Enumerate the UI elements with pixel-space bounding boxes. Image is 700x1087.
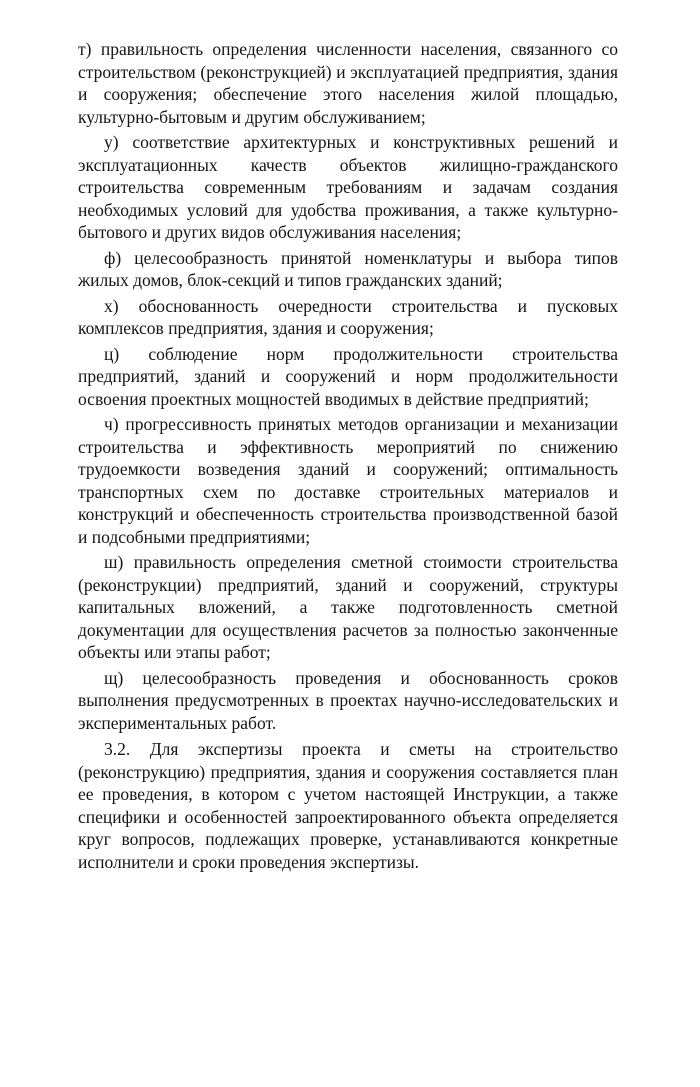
paragraph-letter: ш) bbox=[104, 552, 124, 572]
paragraph-letter: х) bbox=[104, 295, 119, 316]
paragraph-text: прогрессивность принятых методов организации и механизации строительства и эффективность мероприятий по снижению трудоемкости возведения зданий и сооружений; оптимальность транспортных схем по доставке строительных материалов и конструкций и обеспеченность строительства производственной базой и подсобными предприятиями; bbox=[78, 414, 618, 547]
paragraph-text: соблюдение норм продолжительности строительства предприятий, зданий и сооружений и норм продолжительности освоения проектных мощностей вводимых в действие предприятий; bbox=[78, 343, 618, 409]
paragraph-shch bbox=[78, 667, 618, 735]
paragraph-letter: у) bbox=[104, 132, 119, 152]
clause-3-2 bbox=[78, 738, 618, 873]
document-page bbox=[78, 38, 618, 873]
clause-number: 3.2. bbox=[104, 739, 131, 759]
paragraph-u bbox=[78, 131, 618, 244]
paragraph-ts bbox=[78, 343, 618, 411]
paragraph-sh bbox=[78, 551, 618, 664]
paragraph-letter: т) bbox=[78, 39, 92, 59]
paragraph-kh bbox=[78, 295, 618, 340]
paragraph-t bbox=[78, 38, 618, 128]
paragraph-text: правильность определения сметной стоимости строительства (реконструкции) предприятий, зданий и сооружений, структуры капитальных вложений, а также подготовленность сметной документации для осуществления расчетов за полностью законченные объекты или этапы работ; bbox=[78, 552, 618, 662]
paragraph-text: целесообразность принятой номенклатуры и выбора типов жилых домов, блок-секций и типов гражданских зданий; bbox=[78, 247, 618, 290]
paragraph-text: обоснованность очередности строительства и пусковых комплексов предприятия, здания и сооружения; bbox=[78, 295, 618, 338]
paragraph-letter: ф) bbox=[104, 247, 122, 268]
paragraph-ch bbox=[78, 413, 618, 548]
paragraph-letter: ц) bbox=[104, 343, 120, 364]
paragraph-text: целесообразность проведения и обоснованность сроков выполнения предусмотренных в проектах научно-исследовательских и экспериментальных работ. bbox=[78, 667, 619, 733]
paragraph-f bbox=[78, 247, 618, 292]
clause-text: Для экспертизы проекта и сметы на строительство (реконструкцию) предприятия, здания и сооружения составляется план ее проведения, в котором с учетом настоящей Инструкции, а также специфики и особенностей запроектированного объекта определяется круг вопросов, подлежащих проверке, устанавливаются конкретные исполнители и сроки проведения экспертизы. bbox=[78, 739, 618, 872]
paragraph-letter: ч) bbox=[104, 414, 119, 434]
paragraph-text: соответствие архитектурных и конструктивных решений и эксплуатационных качеств объектов жилищно-гражданского строительства современным требованиям и задачам создания необходимых условий для удобства проживания, а также культурно-бытового и других видов обслуживания населения; bbox=[78, 132, 618, 242]
paragraph-text: правильность определения численности населения, связанного со строительством (реконструкцией) и эксплуатацией предприятия, здания и сооружения; обеспечение этого населения жилой площадью, культурно-бытовым и другим обслуживанием; bbox=[78, 39, 618, 127]
paragraph-letter: щ) bbox=[104, 667, 124, 688]
